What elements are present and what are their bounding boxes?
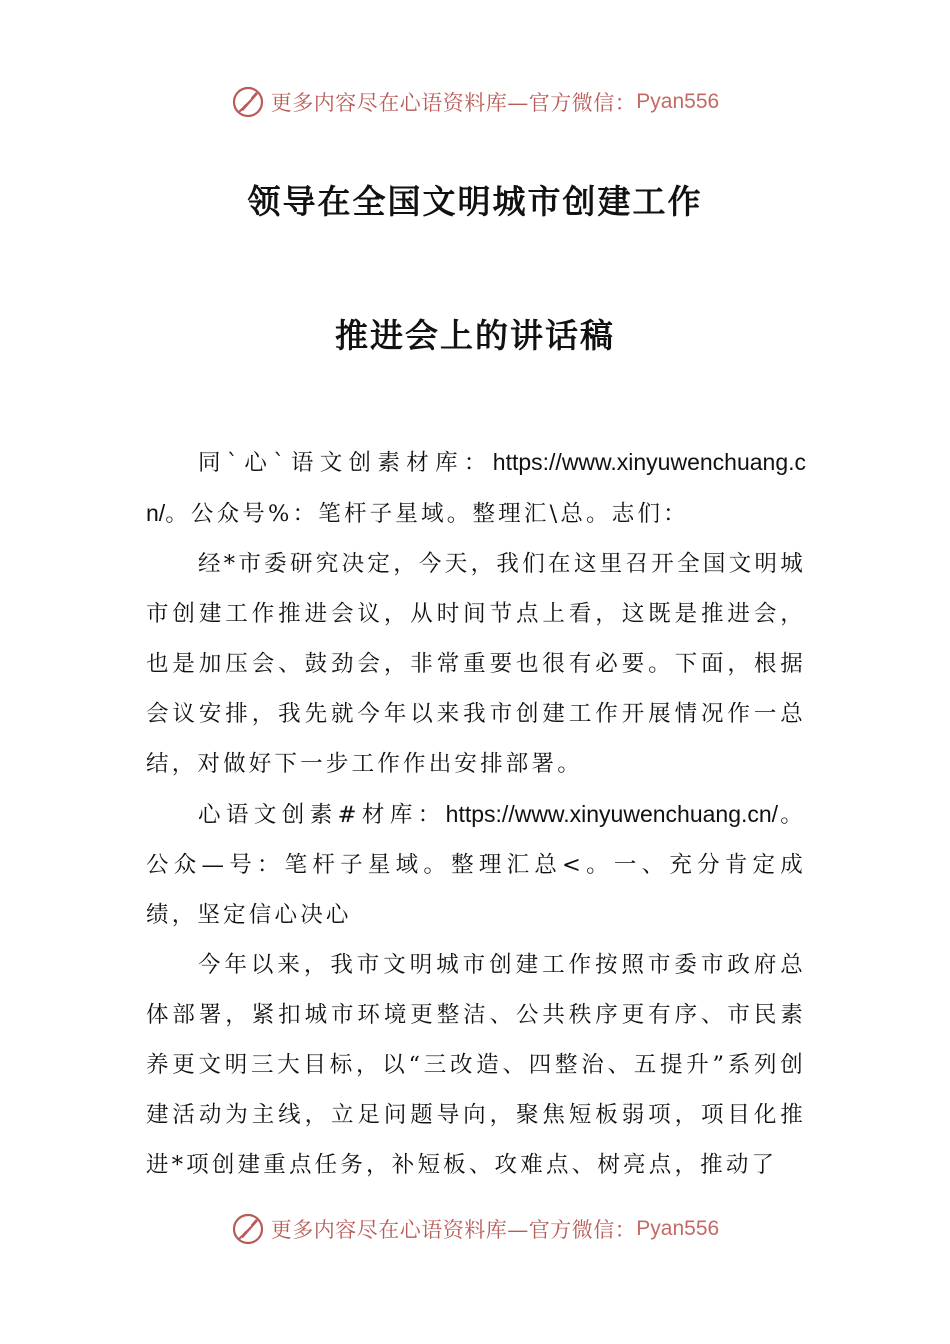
footer-banner-id: Pyan556 bbox=[636, 1217, 720, 1240]
paragraph-3-url: https://www.xinyuwenchuang.cn/ bbox=[445, 801, 779, 827]
document-title-line-1: 领导在全国文明城市创建工作 bbox=[247, 182, 703, 221]
paragraph-2: 经*市委研究决定，今天，我们在这里召开全国文明城市创建工作推进会议，从时间节点上看，这既是推进会，也是加压会、鼓劲会，非常重要也很有必要。下面，根据会议安排，我先就今年以来我市创建工作开展情况作一总结，对做好下一步工作作出安排部署。 bbox=[146, 551, 806, 777]
document-body bbox=[146, 437, 806, 1190]
paragraph-1-post: 。公众号%：笔杆子星域。整理汇\总。志们： bbox=[165, 501, 689, 527]
header-banner-id: Pyan556 bbox=[636, 90, 720, 113]
paragraph-3-post: 。公众—号：笔杆子星域。整理汇总<。一、充分肯定成绩，坚定信心决心 bbox=[146, 802, 807, 928]
paragraph-1-url: https://www.xinyuwenchuang.cn/ bbox=[146, 449, 806, 526]
paragraph-1-pre: 同`心`语文创素材库： bbox=[198, 450, 493, 476]
paragraph-3-pre: 心语文创素#材库： bbox=[198, 802, 446, 828]
quill-logo-icon bbox=[231, 85, 265, 119]
footer-watermark-banner bbox=[0, 1209, 950, 1249]
paragraph-1 bbox=[146, 437, 806, 539]
document-title-line-2: 推进会上的讲话稿 bbox=[335, 316, 615, 355]
header-watermark-banner bbox=[0, 82, 950, 122]
footer-banner-text: 更多内容尽在心语资料库—官方微信： bbox=[270, 1218, 637, 1242]
paragraph-4: 今年以来，我市文明城市创建工作按照市委市政府总体部署，紧扣城市环境更整洁、公共秩序更有序、市民素养更文明三大目标，以“三改造、四整治、五提升”系列创建活动为主线，立足问题导向，聚焦短板弱项，项目化推进*项创建重点任务，补短板、攻难点、树亮点，推动了 bbox=[146, 952, 806, 1178]
paragraph-3 bbox=[146, 789, 806, 940]
header-banner-text: 更多内容尽在心语资料库—官方微信： bbox=[270, 91, 637, 115]
quill-logo-icon bbox=[231, 1212, 265, 1246]
